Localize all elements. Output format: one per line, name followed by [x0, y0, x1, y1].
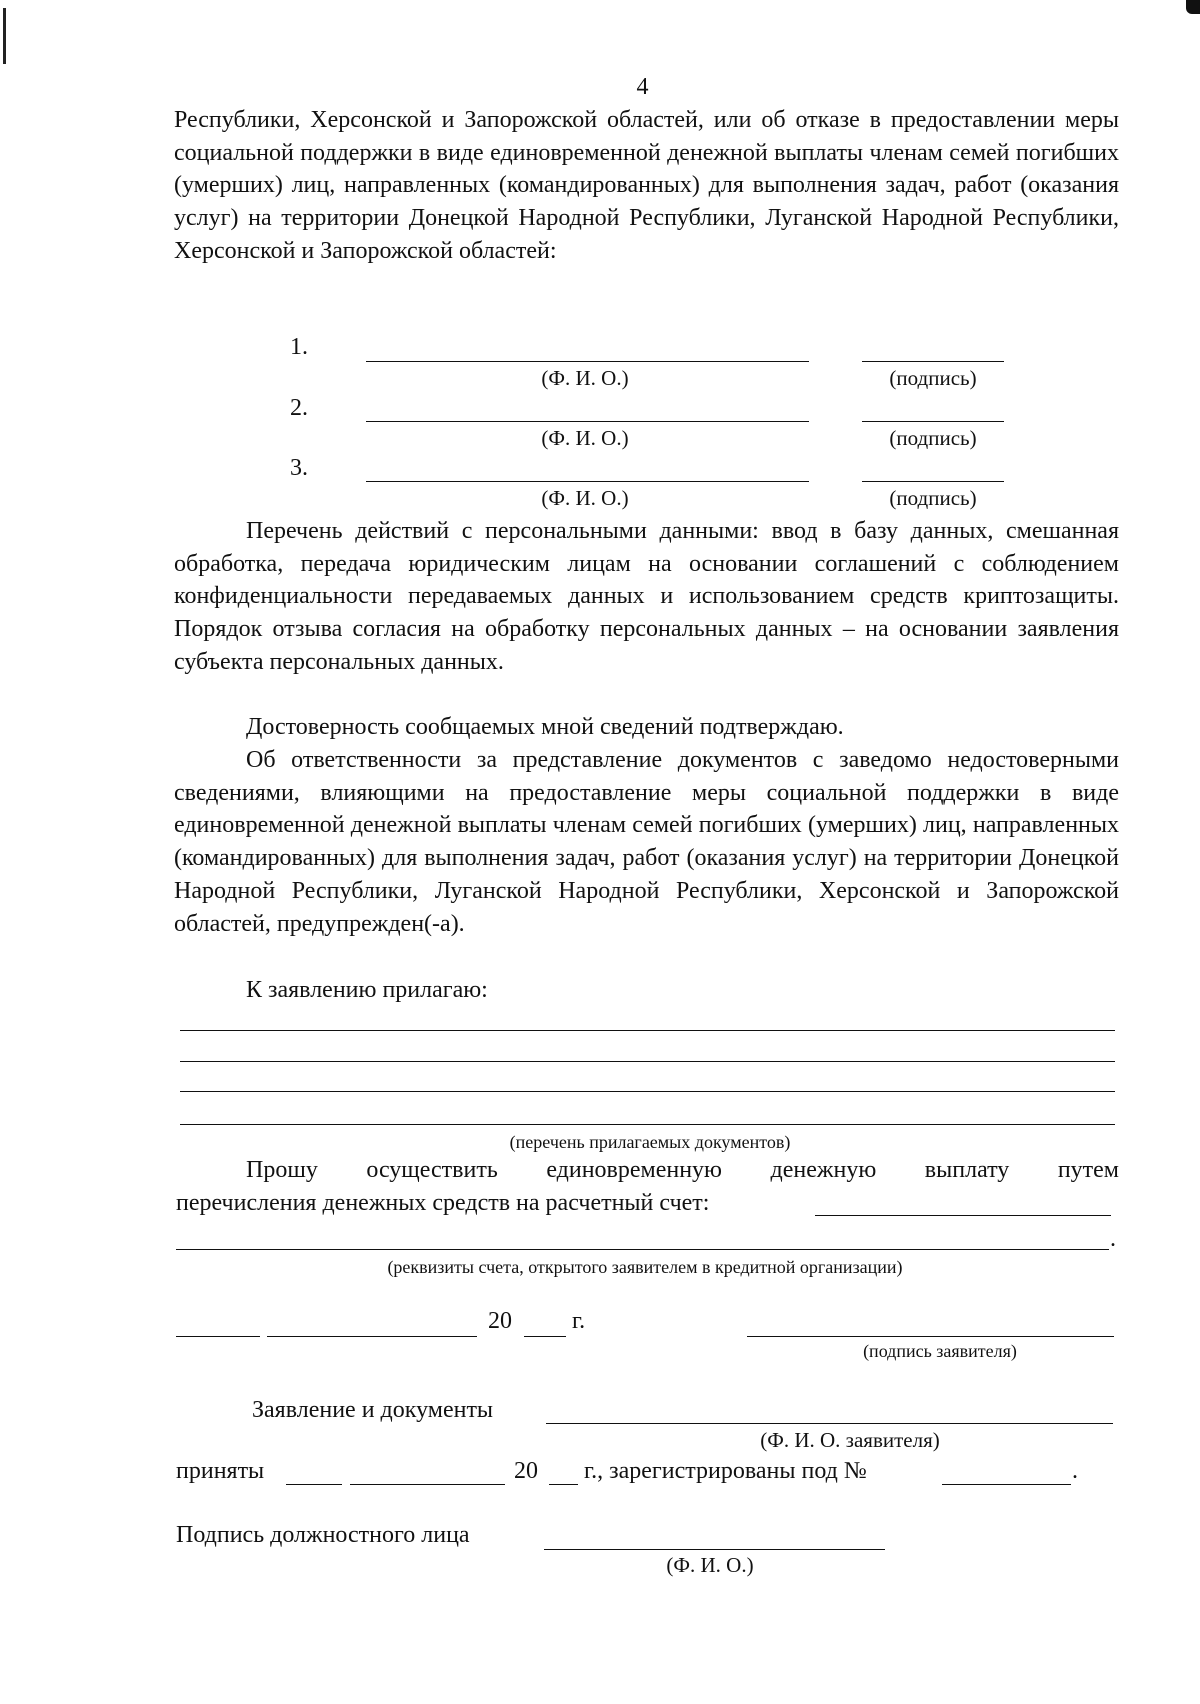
attachments-caption: (перечень прилагаемых документов) [509, 1132, 791, 1152]
signatory-signature-caption-3: (подпись) [889, 486, 977, 510]
applicant-fio-caption: (Ф. И. О. заявителя) [760, 1428, 940, 1452]
signatory-fio-caption-3: (Ф. И. О.) [541, 486, 629, 510]
payment-paragraph-line-1: Прошу осуществить единовременную денежную выплату путем [246, 1157, 1119, 1183]
scan-corner-mark [1186, 0, 1200, 14]
date-year-prefix: 20 [488, 1308, 512, 1334]
attachments-line-3[interactable] [180, 1091, 1115, 1092]
account-number-line[interactable] [815, 1215, 1111, 1216]
accepted-label: приняты [176, 1458, 265, 1484]
accepted-end-dot: . [1072, 1458, 1078, 1484]
intro-paragraph: Республики, Херсонской и Запорожской областей, или об отказе в предоставлении меры социальной поддержки в виде единовременной денежной выплаты членам семей погибших (умерших) лиц, направленных (командированных) для выполнения задач, работ (оказания услуг) на территории Донецкой Народной Республики, Луганской Народной Республики, Херсонской и Запорожской областей: [174, 107, 1119, 264]
signatory-number-2: 2. [290, 395, 308, 421]
signatory-signature-line-3[interactable] [862, 481, 1004, 482]
registration-number-line[interactable] [942, 1484, 1071, 1485]
attachments-label: К заявлению прилагаю: [246, 977, 488, 1003]
signatory-number-1: 1. [290, 334, 308, 360]
signatory-fio-line-1[interactable] [366, 361, 809, 362]
attachments-line-4[interactable] [180, 1124, 1115, 1125]
account-caption: (реквизиты счета, открытого заявителем в кредитной организации) [387, 1257, 903, 1277]
signatory-fio-line-3[interactable] [366, 481, 809, 482]
signatory-fio-line-2[interactable] [366, 421, 809, 422]
official-fio-caption: (Ф. И. О.) [666, 1553, 754, 1577]
accepted-year-line[interactable] [549, 1484, 578, 1485]
payment-paragraph-line-2: перечисления денежных средств на расчетный счет: [176, 1190, 710, 1216]
personal-data-paragraph: Перечень действий с персональными данными: ввод в базу данных, смешанная обработка, передача юридическим лицам на основании соглашений с соблюдением конфиденциальности передаваемых данных и использованием средств криптозащиты. Порядок отзыва согласия на обработку персональных данных – на основании заявления субъекта персональных данных. [174, 518, 1119, 675]
accepted-month-line[interactable] [350, 1484, 505, 1485]
applicant-fio-line[interactable] [546, 1423, 1113, 1424]
accepted-year-prefix: 20 [514, 1458, 538, 1484]
signatory-signature-caption-2: (подпись) [889, 426, 977, 450]
signatory-signature-line-1[interactable] [862, 361, 1004, 362]
page-number: 4 [636, 74, 649, 100]
signatory-fio-caption-2: (Ф. И. О.) [541, 426, 629, 450]
date-day-line[interactable] [176, 1336, 260, 1337]
official-signature-line[interactable] [544, 1549, 885, 1550]
statement-label: Заявление и документы [252, 1397, 494, 1423]
payment-end-dot: . [1110, 1226, 1116, 1252]
scan-margin-mark [3, 8, 6, 64]
official-signature-label: Подпись должностного лица [176, 1522, 470, 1548]
account-details-line[interactable] [176, 1249, 1109, 1250]
signatory-signature-caption-1: (подпись) [889, 366, 977, 390]
responsibility-paragraph: Об ответственности за представление документов с заведомо недостоверными сведениями, влияющими на предоставление меры социальной поддержки в виде единовременной денежной выплаты членам семей погибших (умерших) лиц, направленных (командированных) для выполнения задач, работ (оказания услуг) на территории Донецкой Народной Республики, Луганской Народной Республики, Херсонской и Запорожской областей, предупрежден(-а). [174, 747, 1119, 937]
signatory-number-3: 3. [290, 455, 308, 481]
date-month-line[interactable] [267, 1336, 477, 1337]
date-year-line[interactable] [524, 1336, 566, 1337]
signatory-fio-caption-1: (Ф. И. О.) [541, 366, 629, 390]
accepted-year-suffix: г., зарегистрированы под № [584, 1458, 867, 1484]
signatory-signature-line-2[interactable] [862, 421, 1004, 422]
attachments-line-2[interactable] [180, 1061, 1115, 1062]
date-year-suffix: г. [572, 1308, 586, 1334]
attachments-line-1[interactable] [180, 1030, 1115, 1031]
accepted-day-line[interactable] [286, 1484, 342, 1485]
applicant-signature-caption: (подпись заявителя) [863, 1341, 1017, 1361]
confirmation-paragraph: Достоверность сообщаемых мной сведений подтверждаю. [246, 714, 844, 740]
applicant-signature-line[interactable] [747, 1336, 1114, 1337]
